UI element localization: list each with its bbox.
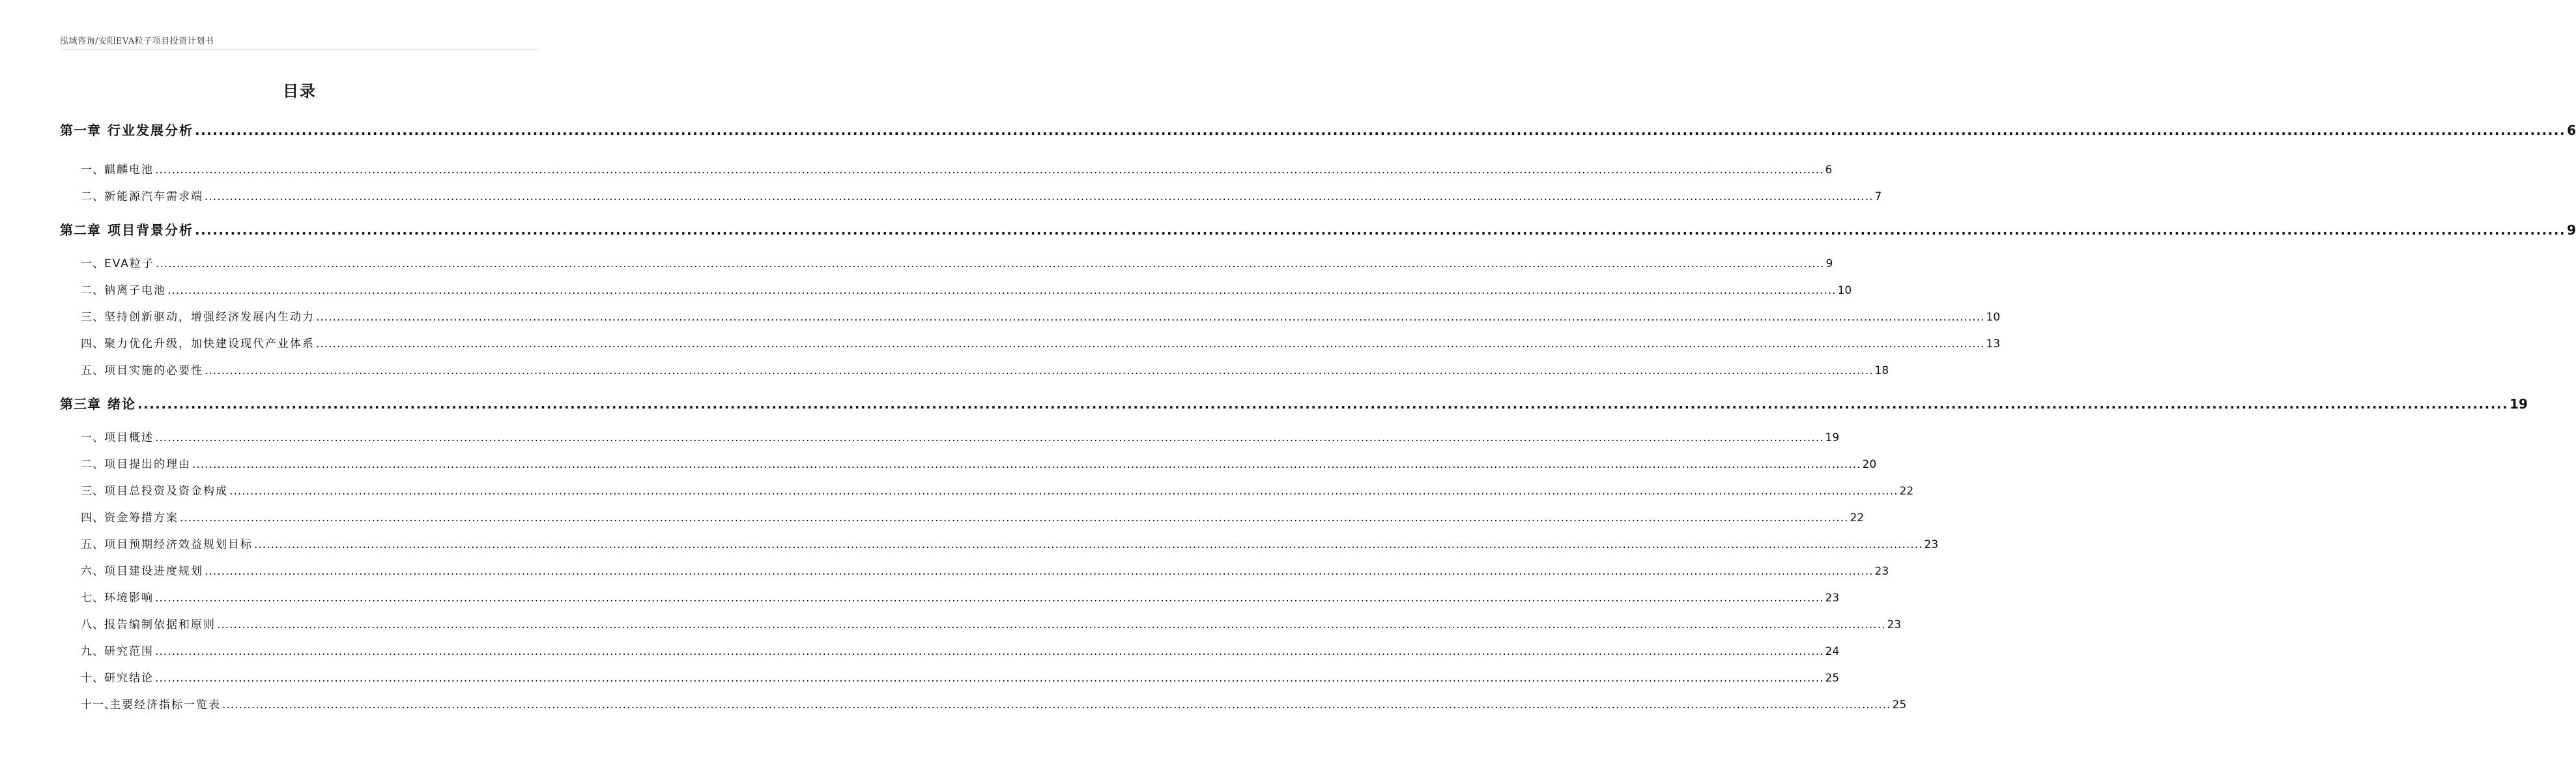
- toc-label: 研究范围: [104, 645, 154, 658]
- toc-label: 绪论: [107, 396, 136, 412]
- toc-section[interactable]: [60, 281, 1852, 297]
- toc-section[interactable]: [60, 455, 1877, 471]
- toc-label: 新能源汽车需求端: [104, 190, 203, 203]
- toc-page: 23: [1924, 538, 1939, 551]
- toc-section[interactable]: [60, 695, 1907, 711]
- toc-section[interactable]: [60, 588, 1840, 605]
- toc-chapter[interactable]: [60, 394, 2528, 412]
- toc-page: 10: [1986, 311, 2001, 324]
- toc-page: 23: [1825, 592, 1840, 605]
- toc-leader: ................................................................................................................................................................................................................................................................................................................................................................................................................: [217, 618, 1886, 631]
- toc-label: 项目实施的必要性: [104, 364, 203, 377]
- toc-page: 22: [1899, 485, 1914, 498]
- toc-page: 7: [1874, 190, 1882, 203]
- toc-number: 四、: [81, 338, 104, 351]
- toc-label: 麒麟电池: [104, 164, 154, 177]
- toc-page: 25: [1825, 672, 1840, 685]
- toc-leader: ................................................................................................................................................................................................................................................................................................................................................................................................................: [155, 592, 1824, 605]
- toc-leader: ................................................................................................................................................................................................................................................................................................................................................................................................................: [316, 311, 1985, 324]
- toc-leader: ................................................................................................................................................................................................................................................................................................................................................................................................................: [192, 458, 1861, 471]
- toc-number: 五、: [81, 364, 104, 377]
- toc-leader: ................................................................................................................................................................................................................................................................................................................................................................................................................: [155, 164, 1824, 177]
- toc-section[interactable]: [60, 481, 1914, 498]
- toc-label: 研究结论: [104, 672, 154, 685]
- toc-label: 报告编制依据和原则: [104, 618, 216, 631]
- toc-page: 9: [1825, 257, 1833, 270]
- toc-number: 第一章: [60, 122, 101, 138]
- toc-section[interactable]: [60, 562, 1889, 578]
- toc-number: 三、: [81, 485, 104, 498]
- toc-section[interactable]: [60, 508, 1865, 525]
- toc-label: 钠离子电池: [104, 284, 166, 297]
- toc-number: 七、: [81, 592, 104, 605]
- toc-leader: ................................................................................................................................................................................................................................................................................................................................................................................................................: [222, 698, 1891, 711]
- toc-number: 第二章: [60, 222, 101, 238]
- toc-leader: ................................................................................................................................................................................................................................................................................................................................................................................................................: [155, 672, 1824, 685]
- toc-page: 6: [2567, 122, 2576, 138]
- toc-number: 十、: [81, 672, 104, 685]
- toc-leader: ................................................................................................................................................................................................................................................................................................................................................................................................................: [205, 364, 1874, 377]
- toc-section[interactable]: [60, 428, 1840, 444]
- toc-page: 19: [2510, 396, 2528, 412]
- toc-chapter[interactable]: [60, 120, 2576, 139]
- toc-label: 行业发展分析: [107, 122, 193, 138]
- toc-section[interactable]: [60, 361, 1889, 377]
- toc-label: EVA粒子: [104, 257, 154, 270]
- toc-leader: ................................................................................................................................................................................................................................................................................................................................................................................................................: [254, 538, 1923, 551]
- toc-section[interactable]: [60, 615, 1902, 631]
- toc-page: 10: [1837, 284, 1852, 297]
- toc-label: 项目总投资及资金构成: [104, 485, 228, 498]
- toc-number: 八、: [81, 618, 104, 631]
- toc-section[interactable]: [60, 187, 1882, 203]
- toc-leader: ................................................................................................................................................................................................................................................................................................................................................................................................................: [155, 431, 1824, 444]
- toc-number: 三、: [81, 311, 104, 324]
- toc-section[interactable]: [60, 160, 1833, 177]
- toc-leader: ................................................................................................................................................................................................................................................................................................................................................................................................................: [155, 257, 1825, 270]
- toc-page: 13: [1986, 338, 2001, 351]
- page-title: 目录: [283, 82, 317, 100]
- toc-chapter[interactable]: [60, 220, 2576, 238]
- toc-leader: ................................................................................................................................................................................................................................................................................................................................................................................................................: [195, 222, 2566, 238]
- toc-section[interactable]: [60, 254, 1833, 270]
- toc-page: 22: [1850, 511, 1865, 525]
- toc-label: 项目提出的理由: [104, 458, 191, 471]
- toc-section[interactable]: [60, 334, 2001, 351]
- toc-section[interactable]: [60, 535, 1939, 551]
- toc-leader: ................................................................................................................................................................................................................................................................................................................................................................................................................: [205, 190, 1874, 203]
- toc-label: 项目概述: [104, 431, 154, 444]
- toc-leader: ................................................................................................................................................................................................................................................................................................................................................................................................................: [155, 645, 1824, 658]
- toc-label: 项目背景分析: [107, 222, 193, 238]
- toc-number: 二、: [81, 458, 104, 471]
- toc-label: 主要经济指标一览表: [109, 698, 221, 711]
- toc-section[interactable]: [60, 642, 1840, 658]
- toc-page: 25: [1892, 698, 1907, 711]
- toc-number: 二、: [81, 190, 104, 203]
- toc-page: 20: [1862, 458, 1877, 471]
- toc-number: 六、: [81, 565, 104, 578]
- toc-number: 一、: [81, 164, 104, 177]
- toc-page: 6: [1825, 164, 1833, 177]
- toc-section[interactable]: [60, 668, 1840, 685]
- toc-leader: ................................................................................................................................................................................................................................................................................................................................................................................................................: [137, 396, 2509, 412]
- toc-number: 二、: [81, 284, 104, 297]
- toc-number: 九、: [81, 645, 104, 658]
- toc-page: 23: [1874, 565, 1889, 578]
- toc-section[interactable]: [60, 308, 2001, 324]
- toc-page: 24: [1825, 645, 1840, 658]
- toc-leader: ................................................................................................................................................................................................................................................................................................................................................................................................................: [195, 122, 2566, 138]
- toc-page: 18: [1874, 364, 1889, 377]
- running-header: 泓域咨询/安阳EVA粒子项目投资计划书: [60, 36, 214, 46]
- toc-page: 9: [2567, 222, 2576, 238]
- toc-label: 资金筹措方案: [104, 511, 179, 525]
- toc-number: 五、: [81, 538, 104, 551]
- toc-number: 第三章: [60, 396, 101, 412]
- toc-page: 23: [1887, 618, 1902, 631]
- toc-number: 十一、: [81, 698, 116, 711]
- toc-number: 一、: [81, 257, 104, 270]
- toc-label: 项目预期经济效益规划目标: [104, 538, 253, 551]
- toc-number: 一、: [81, 431, 104, 444]
- toc-label: 项目建设进度规划: [104, 565, 203, 578]
- toc-leader: ................................................................................................................................................................................................................................................................................................................................................................................................................: [180, 511, 1849, 525]
- toc-leader: ................................................................................................................................................................................................................................................................................................................................................................................................................: [229, 485, 1898, 498]
- toc-leader: ................................................................................................................................................................................................................................................................................................................................................................................................................: [316, 338, 1985, 351]
- toc-label: 坚持创新驱动，增强经济发展内生动力: [104, 311, 315, 324]
- toc-leader: ................................................................................................................................................................................................................................................................................................................................................................................................................: [205, 565, 1874, 578]
- toc-number: 四、: [81, 511, 104, 525]
- toc-label: 环境影响: [104, 592, 154, 605]
- toc-leader: ................................................................................................................................................................................................................................................................................................................................................................................................................: [167, 284, 1837, 297]
- toc-page: 19: [1825, 431, 1840, 444]
- toc-label: 聚力优化升级，加快建设现代产业体系: [104, 338, 315, 351]
